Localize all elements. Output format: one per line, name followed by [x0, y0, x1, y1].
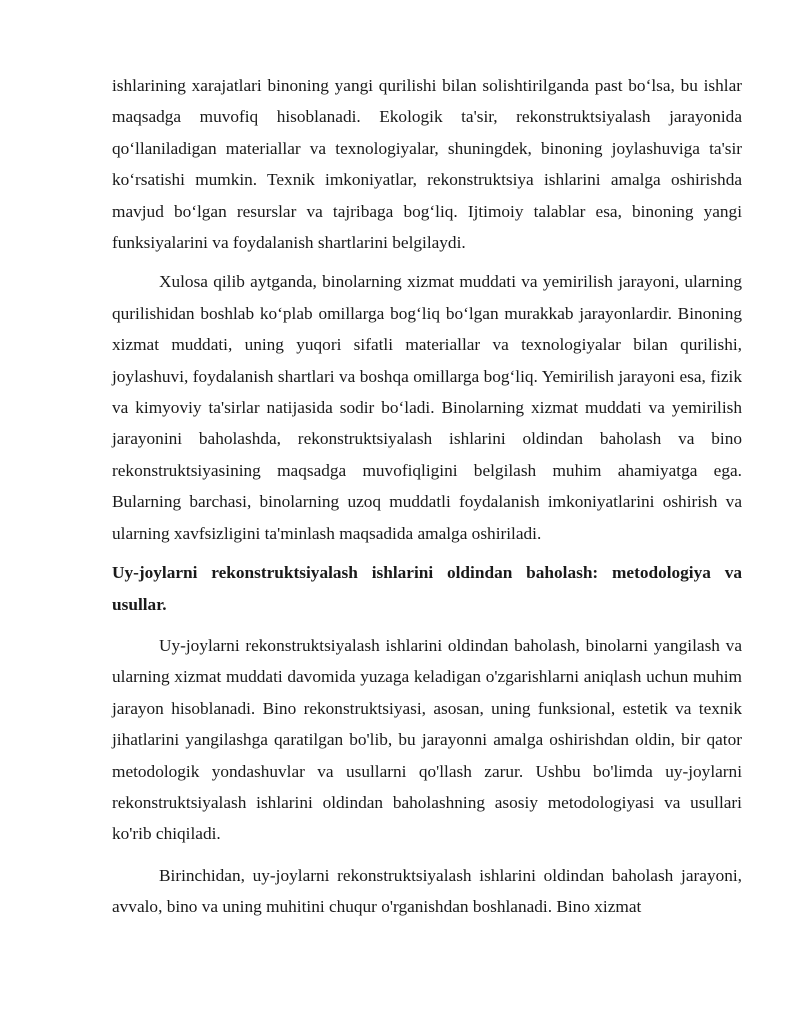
document-page	[112, 70, 742, 933]
paragraph-conclusion: Xulosa qilib aytganda, binolarning xizmat muddati va yemirilish jarayoni, ularning qurilishidan boshlab ko‘plab omillarga bog‘liq bo‘lgan murakkab jarayonlardir. Binoning xizmat muddati, uning yuqori sifatli materiallar va texnologiyalar bilan qurilishi, joylashuvi, foydalanish shartlari va boshqa omillarga bog‘liq. Yemirilish jarayoni esa, fizik va kimyoviy ta'sirlar natijasida sodir bo‘ladi. Binolarning xizmat muddati va yemirilish jarayonini baholashda, rekonstruktsiyalash ishlarini oldindan baholash va bino rekonstruktsiyasining maqsadga muvofiqligini belgilash muhim ahamiyatga ega. Bularning barchasi, binolarning uzoq muddatli foydalanish imkoniyatlarini oshirish va ularning xavfsizligini ta'minlash maqsadida amalga oshiriladi.	[112, 272, 742, 543]
section-heading: Uy-joylarni rekonstruktsiyalash ishlarini oldindan baholash: metodologiya va usullar.	[112, 563, 742, 614]
paragraph-first-point: Birinchidan, uy-joylarni rekonstruktsiyalash ishlarini oldindan baholash jarayoni, avvalo, bino va uning muhitini chuqur o'rganishdan boshlanadi. Bino xizmat	[112, 865, 742, 917]
paragraph-continuation: ishlarining xarajatlari binoning yangi qurilishi bilan solishtirilganda past bo‘lsa, bu ishlar maqsadga muvofiq hisoblanadi. Ekologik ta'sir, rekonstruktsiyalash jarayonida qo‘llaniladigan materiallar va texnologiyalar, shuningdek, binoning joylashuviga ta'sir ko‘rsatishi mumkin. Texnik imkoniyatlar, rekonstruktsiya ishlarini amalga oshirishda mavjud bo‘lgan resurslar va tajribaga bog‘liq. Ijtimoiy talablar esa, binoning yangi funksiyalarini va foydalanish shartlarini belgilaydi.	[112, 76, 742, 253]
paragraph-section-intro: Uy-joylarni rekonstruktsiyalash ishlarini oldindan baholash, binolarni yangilash va ularning xizmat muddati davomida yuzaga keladigan o'zgarishlarni aniqlash uchun muhim jarayon hisoblanadi. Bino rekonstruktsiyasi, asosan, uning funksional, estetik va texnik jihatlarini yangilashga qaratilgan bo'lib, bu jarayonni amalga oshirishdan oldin, bir qator metodologik yondashuvlar va usullarni qo'llash zarur. Ushbu bo'limda uy-joylarni rekonstruktsiyalash ishlarini oldindan baholashning asosiy metodologiyasi va usullari ko'rib chiqiladi.	[112, 635, 742, 844]
